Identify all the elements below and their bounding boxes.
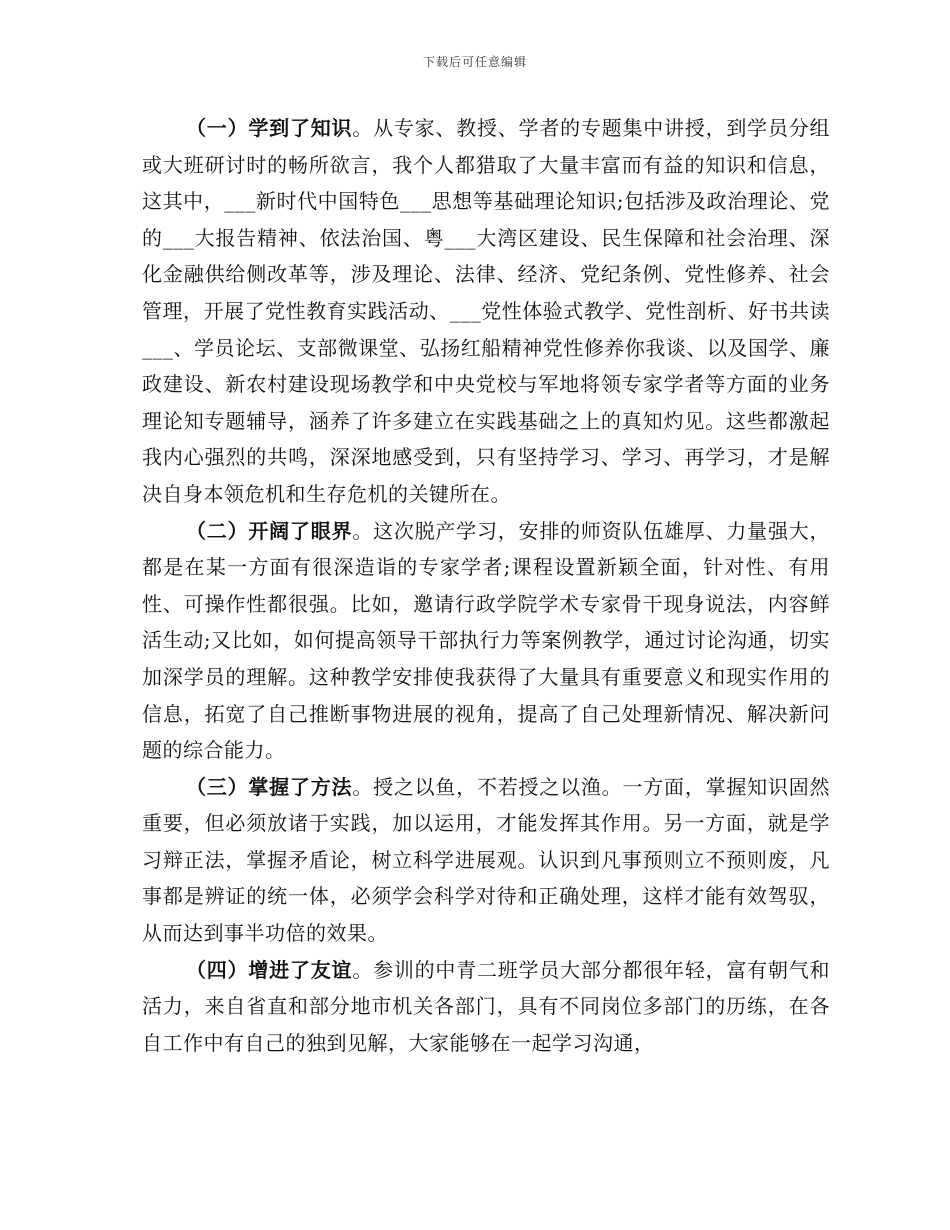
- section-body: 。授之以鱼，不若授之以渔。一方面，掌握知识固然重要，但必须放诸于实践，加以运用，才能发挥其作用。另一方面，就是学习辩正法，掌握矛盾论，树立科学进展观。认识到凡事预则立不预则废，凡事都是辨证的统一体，必须学会科学对待和正确处理，这样才能有效驾驭，从而达到事半功倍的效果。: [142, 774, 831, 946]
- section-horizons: [142, 513, 830, 769]
- section-body: 。参训的中青二班学员大部分都很年轻，富有朝气和活力，来自省直和部分地市机关各部门，具有不同岗位多部门的历练，在各自工作中有自己的独到见解，大家能够在一起学习沟通，: [142, 957, 831, 1055]
- section-methods: [142, 769, 830, 952]
- section-body: 。从专家、教授、学者的专题集中讲授，到学员分组或大班研讨时的畅所欲言，我个人都猎取了大量丰富而有益的知识和信息，这其中，___新时代中国特色___思想等基础理论知识;包括涉及政治理论、党的___大报告精神、依法治国、粤___大湾区建设、民生保障和社会治理、深化金融供给侧改革等，涉及理论、法律、经济、党纪条例、党性修养、社会管理，开展了党性教育实践活动、___党性体验式教学、党性剖析、好书共读___、学员论坛、支部微课堂、弘扬红船精神党性修养你我谈、以及国学、廉政建设、新农村建设现场教学和中央党校与军地将领专家学者等方面的业务理论知专题辅导，涵养了许多建立在实践基础之上的真知灼见。这些都激起我内心强烈的共鸣，深深地感受到，只有坚持学习、学习、再学习，才是解决自身本领危机和生存危机的关键所在。: [142, 116, 831, 506]
- section-heading: （二）开阔了眼界: [186, 518, 353, 543]
- section-knowledge: [142, 110, 830, 513]
- document-body: [142, 110, 830, 1061]
- section-heading: （四）增进了友谊: [186, 957, 353, 982]
- section-body: 。这次脱产学习，安排的师资队伍雄厚、力量强大，都是在某一方面有很深造诣的专家学者;课程设置新颖全面，针对性、有用性、可操作性都很强。比如，邀请行政学院学术专家骨干现身说法，内容鲜活生动;又比如，如何提高领导干部执行力等案例教学，通过讨论沟通，切实加深学员的理解。这种教学安排使我获得了大量具有重要意义和现实作用的信息，拓宽了自己推断事物进展的视角，提高了自己处理新情况、解决新问题的综合能力。: [142, 518, 831, 763]
- section-heading: （三）掌握了方法: [186, 774, 353, 799]
- section-heading: （一）学到了知识: [186, 116, 353, 140]
- section-friendship: [142, 952, 830, 1062]
- page-header: 下载后可任意编辑: [422, 55, 527, 69]
